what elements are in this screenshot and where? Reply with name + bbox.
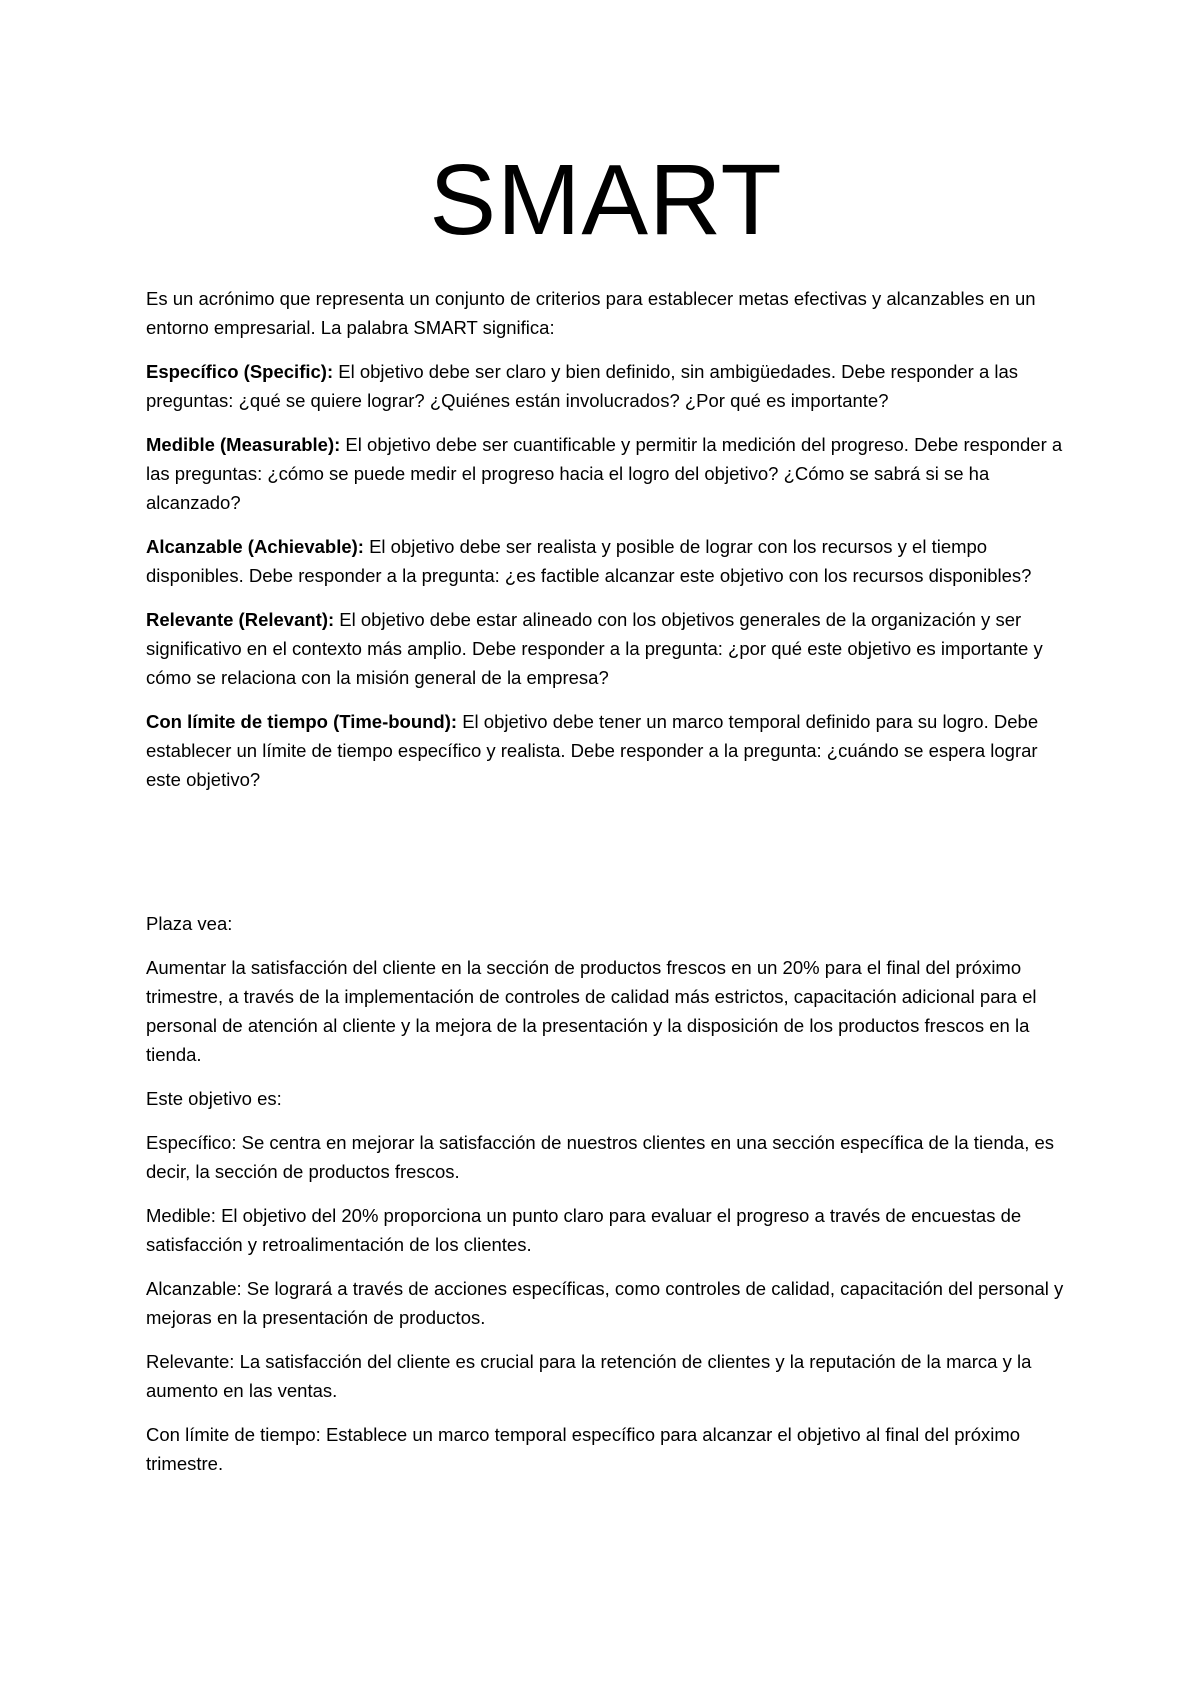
example-point-time-bound: Con límite de tiempo: Establece un marco temporal específico para alcanzar el objetivo al final del próximo trimestre.: [146, 1424, 1021, 1474]
criterion-text: El objetivo debe tener un marco temporal definido para su logro. Debe establecer un límite de tiempo específico y realista. Debe responder a la pregunta: ¿cuándo se espera lograr este objetivo?: [146, 711, 1039, 790]
document-body: [146, 284, 1066, 1493]
example-point-achievable: Alcanzable: Se logrará a través de acciones específicas, como controles de calidad, capacitación del personal y mejoras en la presentación de productos.: [146, 1278, 1064, 1328]
example-point-specific: Específico: Se centra en mejorar la satisfacción de nuestros clientes en una sección específica de la tienda, es decir, la sección de productos frescos.: [146, 1132, 1055, 1182]
criterion-measurable: [146, 430, 1066, 517]
blank-space: [146, 809, 1066, 909]
example-lead: Este objetivo es:: [146, 1088, 282, 1109]
example-goal: Aumentar la satisfacción del cliente en la sección de productos frescos en un 20% para el final del próximo trimestre, a través de la implementación de controles de calidad más estrictos, capacitación adicional para el personal de atención al cliente y la mejora de la presentación y la disposición de los productos frescos en la tienda.: [146, 957, 1037, 1065]
criterion-text: El objetivo debe ser claro y bien definido, sin ambigüedades. Debe responder a las preguntas: ¿qué se quiere lograr? ¿Quiénes están involucrados? ¿Por qué es importante?: [146, 361, 1019, 411]
intro-paragraph: Es un acrónimo que representa un conjunto de criterios para establecer metas efectivas y alcanzables en un entorno empresarial. La palabra SMART significa:: [146, 288, 1036, 338]
criterion-relevant: [146, 605, 1066, 692]
criterion-text: El objetivo debe ser realista y posible de lograr con los recursos y el tiempo disponibles. Debe responder a la pregunta: ¿es factible alcanzar este objetivo con los recursos disponibles?: [146, 536, 1032, 586]
criterion-term: Con límite de tiempo (Time-bound):: [146, 711, 458, 732]
example-point-measurable: Medible: El objetivo del 20% proporciona un punto claro para evaluar el progreso a través de encuestas de satisfacción y retroalimentación de los clientes.: [146, 1205, 1022, 1255]
criterion-term: Alcanzable (Achievable):: [146, 536, 364, 557]
criterion-time-bound: [146, 707, 1066, 794]
criterion-term: Medible (Measurable):: [146, 434, 341, 455]
document-title: SMART: [429, 144, 783, 256]
criterion-text: El objetivo debe ser cuantificable y permitir la medición del progreso. Debe responder a las preguntas: ¿cómo se puede medir el progreso hacia el logro del objetivo? ¿Cómo se sabrá si se ha alcanzado?: [146, 434, 1063, 513]
criterion-achievable: [146, 532, 1066, 590]
criterion-term: Específico (Specific):: [146, 361, 334, 382]
criterion-specific: [146, 357, 1066, 415]
example-company: Plaza vea:: [146, 913, 233, 934]
example-point-relevant: Relevante: La satisfacción del cliente es crucial para la retención de clientes y la reputación de la marca y la aumento en las ventas.: [146, 1351, 1032, 1401]
criterion-term: Relevante (Relevant):: [146, 609, 335, 630]
criterion-text: El objetivo debe estar alineado con los objetivos generales de la organización y ser significativo en el contexto más amplio. Debe responder a la pregunta: ¿por qué este objetivo es importante y cómo se relaciona con la misión general de la empresa?: [146, 609, 1043, 688]
